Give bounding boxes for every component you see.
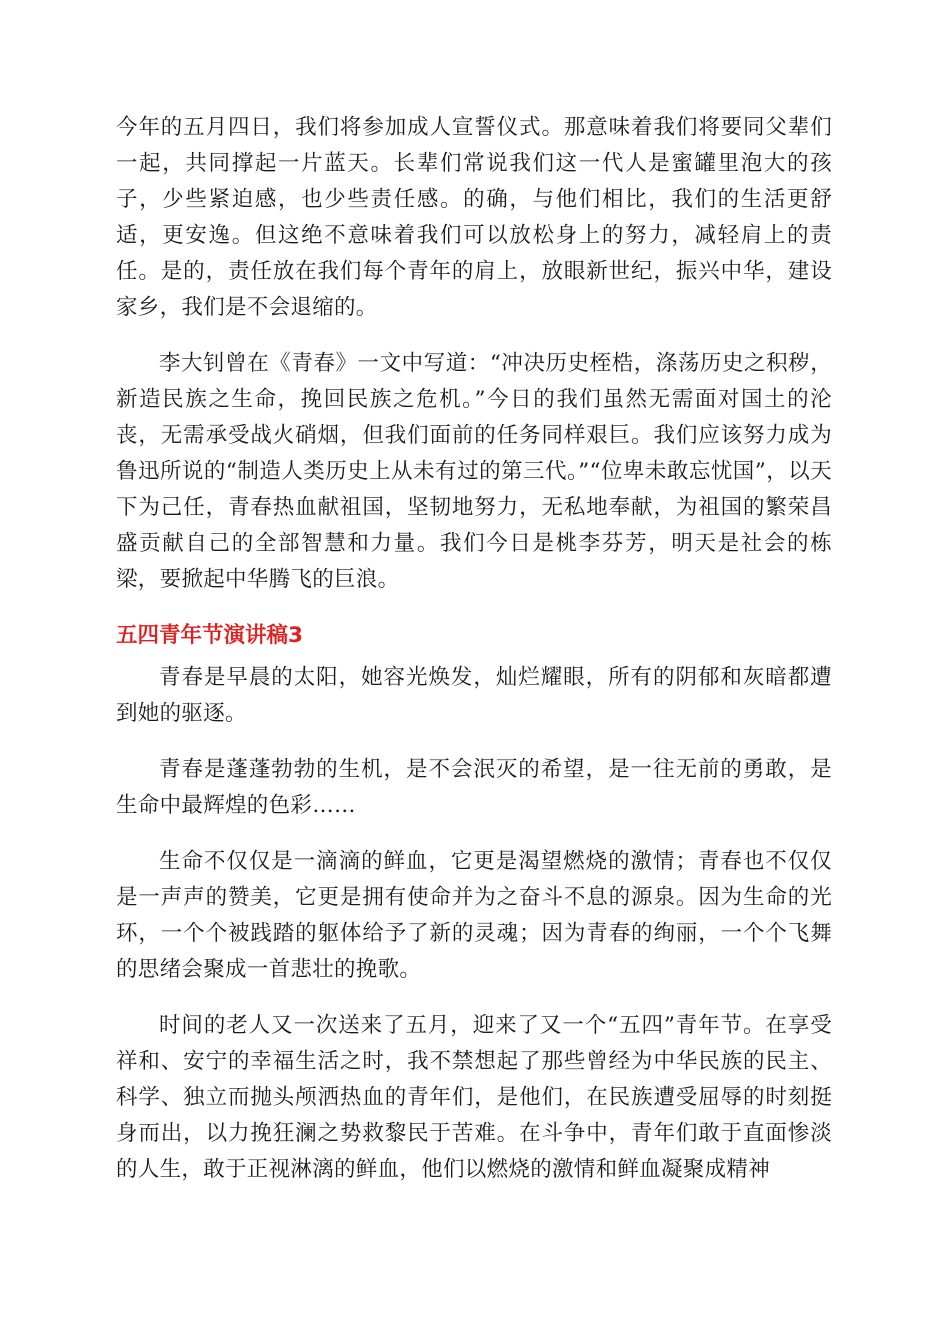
paragraph-may-fourth: 时间的老人又一次送来了五月，迎来了又一个“五四”青年节。在享受祥和、安宁的幸福生活之时，我不禁想起了那些曾经为中华民族的民主、科学、独立而抛头颅洒热血的青年们，是他们，在民族遭受屈辱的时刻挺身而出，以力挽狂澜之势救黎民于苦难。在斗争中，青年们敢于直面惨淡的人生，敢于正视淋漓的鲜血，他们以燃烧的激情和鲜血凝聚成精神	[116, 1013, 832, 1182]
paragraph-life-and-youth: 生命不仅仅是一滴滴的鲜血，它更是渴望燃烧的激情；青春也不仅仅是一声声的赞美，它更是拥有使命并为之奋斗不息的源泉。因为生命的光环，一个个被践踏的躯体给予了新的灵魂；因为青春的绚丽，一个个飞舞的思绪会聚成一首悲壮的挽歌。	[116, 849, 832, 982]
section-heading: 五四青年节演讲稿3	[116, 623, 303, 648]
paragraph-morning-sun: 青春是早晨的太阳，她容光焕发，灿烂耀眼，所有的阴郁和灰暗都遭到她的驱逐。	[116, 665, 832, 726]
paragraph-li-dazhao-quote: 李大钊曾在《青春》一文中写道：“冲决历史桎梏，涤荡历史之积秽，新造民族之生命，挽回民族之危机。”今日的我们虽然无需面对国土的沦丧，无需承受战火硝烟，但我们面前的任务同样艰巨。我们应该努力成为鲁迅所说的“制造人类历史上从未有过的第三代。”“位卑未敢忘忧国”，以天下为己任，青春热血献祖国，坚韧地努力，无私地奉献，为祖国的繁荣昌盛贡献自己的全部智慧和力量。我们今日是桃李芬芳，明天是社会的栋梁，要掀起中华腾飞的巨浪。	[116, 351, 832, 592]
paragraph-responsibility: 今年的五月四日，我们将参加成人宣誓仪式。那意味着我们将要同父辈们一起，共同撑起一片蓝天。长辈们常说我们这一代人是蜜罐里泡大的孩子，少些紧迫感，也少些责任感。的确，与他们相比，我们的生活更舒适，更安逸。但这绝不意味着我们可以放松身上的努力，减轻肩上的责任。是的，责任放在我们每个青年的肩上，放眼新世纪，振兴中华，建设家乡，我们是不会退缩的。	[116, 115, 832, 320]
paragraph-vitality: 青春是蓬蓬勃勃的生机，是不会泯灭的希望，是一往无前的勇敢，是生命中最辉煌的色彩……	[116, 757, 832, 818]
document-page	[116, 110, 832, 1208]
